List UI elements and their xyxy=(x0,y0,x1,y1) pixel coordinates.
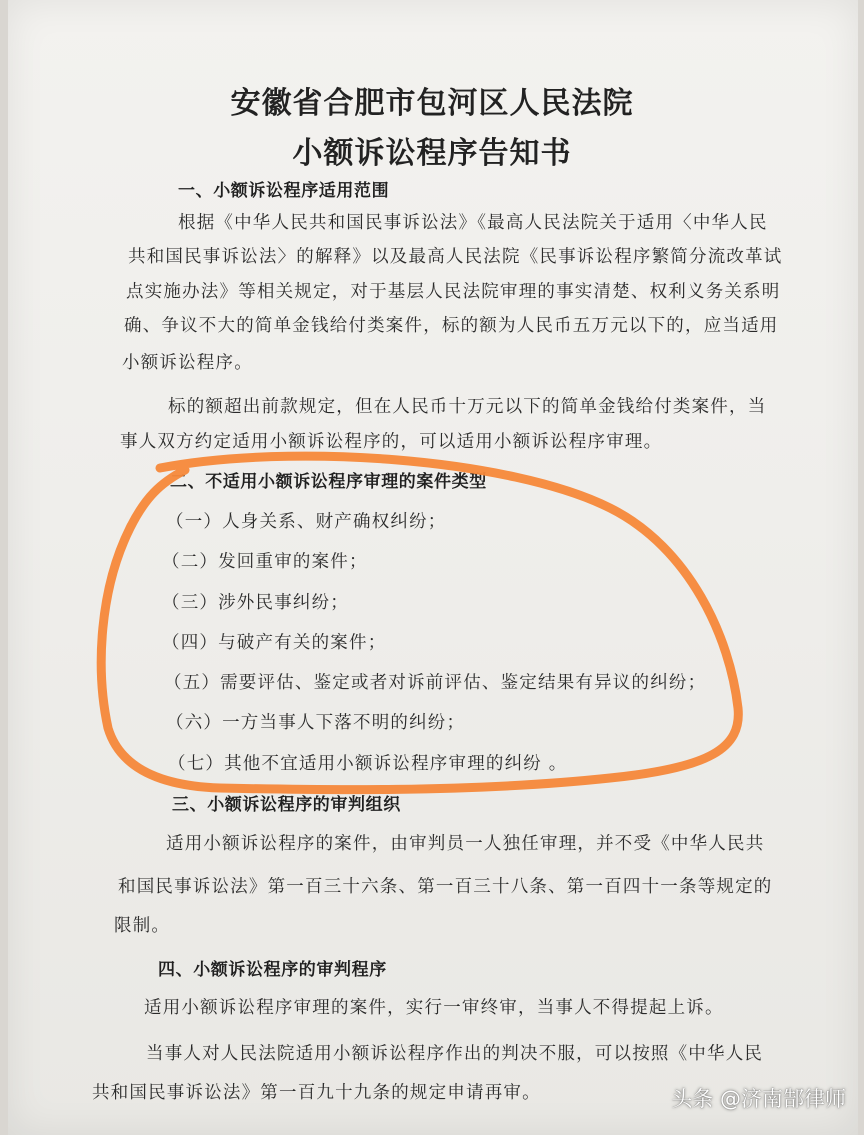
section2-item: （一）人身关系、财产确权纠纷； xyxy=(166,512,447,532)
section2-item: （六）一方当事人下落不明的纠纷； xyxy=(166,713,466,733)
section2-item: （二）发回重审的案件； xyxy=(162,552,368,572)
section1-para1-line: 点实施办法》等相关规定，对于基层人民法院审理的事实清楚、权利义务关系明 xyxy=(126,282,781,302)
section3-para-line: 限制。 xyxy=(114,916,171,936)
section4-para2-line: 共和国民事诉讼法》第一百九十九条的规定申请再审。 xyxy=(92,1083,541,1103)
section3-heading: 三、小额诉讼程序的审判组织 xyxy=(172,795,401,815)
section4-heading: 四、小额诉讼程序的审判程序 xyxy=(158,960,387,980)
section2-item: （三）涉外民事纠纷； xyxy=(162,593,349,613)
document-title-court: 安徽省合肥市包河区人民法院 xyxy=(230,86,634,121)
section1-para2-line: 标的额超出前款规定，但在人民币十万元以下的简单金钱给付类案件，当 xyxy=(168,397,767,417)
section2-heading: 二、不适用小额诉讼程序审理的案件类型 xyxy=(170,472,487,492)
section1-para1-line: 确、争议不大的简单金钱给付类案件，标的额为人民币五万元以下的，应当适用 xyxy=(124,316,779,336)
section1-para1-line: 小额诉讼程序。 xyxy=(122,353,253,373)
section1-para1-line: 根据《中华人民共和国民事诉讼法》《最高人民法院关于适用〈中华人民 xyxy=(178,213,768,233)
document-title-notice: 小额诉讼程序告知书 xyxy=(292,136,572,171)
section2-item: （七）其他不宜适用小额诉讼程序审理的纠纷 。 xyxy=(168,754,568,774)
section2-item: （五）需要评估、鉴定或者对诉前评估、鉴定结果有异议的纠纷； xyxy=(164,673,707,693)
section4-para1-line: 适用小额诉讼程序审理的案件，实行一审终审，当事人不得提起上诉。 xyxy=(144,998,724,1018)
section1-heading: 一、小额诉讼程序适用范围 xyxy=(178,181,390,201)
section4-para2-line: 当事人对人民法院适用小额诉讼程序作出的判决不服，可以按照《中华人民 xyxy=(146,1044,764,1064)
section2-item: （四）与破产有关的案件； xyxy=(162,633,387,653)
section3-para-line: 适用小额诉讼程序的案件，由审判员一人独任审理，并不受《中华人民共 xyxy=(166,834,765,854)
section1-para2-line: 事人双方约定适用小额诉讼程序的，可以适用小额诉讼程序审理。 xyxy=(120,432,663,452)
section3-para-line: 和国民事诉讼法》第一百三十六条、第一百三十八条、第一百四十一条等规定的 xyxy=(118,877,773,897)
watermark-text: 头条 @济南郜律师 xyxy=(671,1087,846,1111)
section1-para1-line: 共和国民事诉讼法〉的解释》以及最高人民法院《民事诉讼程序繁简分流改革试 xyxy=(128,247,783,267)
